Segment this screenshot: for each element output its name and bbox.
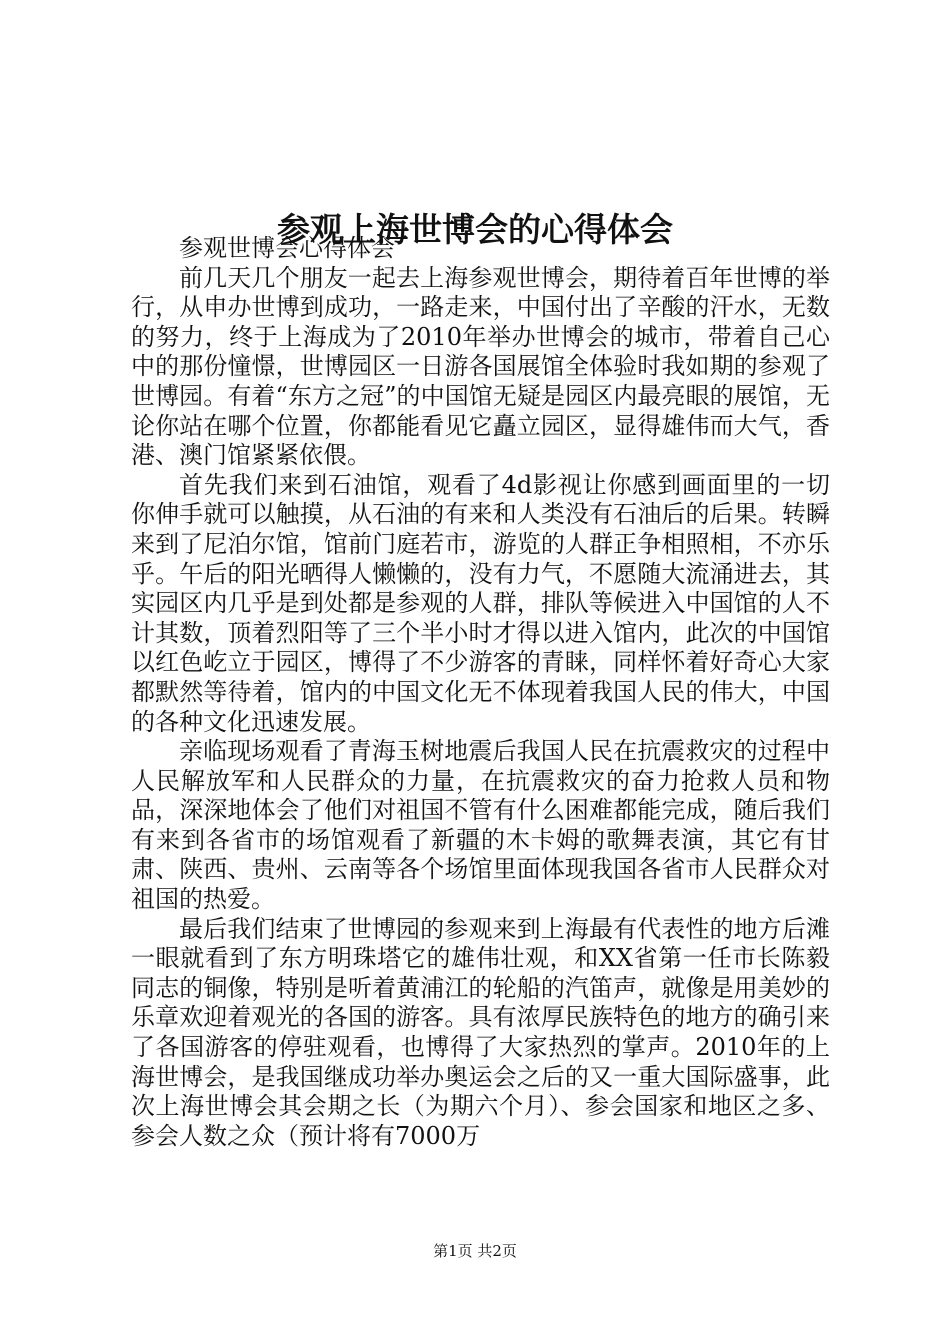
body-paragraph: 亲临现场观看了青海玉树地震后我国人民在抗震救灾的过程中人民解放军和人民群众的力量，在抗震救灾的奋力抢救人员和物品，深深地体会了他们对祖国不管有什么困难都能完成，随后我们有来到各省市的场馆观看了新疆的木卡姆的歌舞表演，其它有甘肃、陕西、贵州、云南等各个场馆里面体现我国各省市人民群众对祖国的热爱。	[131, 737, 830, 914]
page-number-footer: 第1页 共2页	[433, 1242, 517, 1260]
subtitle-paragraph: 参观世博会心得体会	[179, 234, 395, 262]
document-title: 参观上海世博会的心得体会	[277, 210, 673, 250]
body-paragraph: 最后我们结束了世博园的参观来到上海最有代表性的地方后滩一眼就看到了东方明珠塔它的雄伟壮观，和XX省第一任市长陈毅同志的铜像，特别是听着黄浦江的轮船的汽笛声，就像是用美妙的乐章欢迎着观光的各国的游客。具有浓厚民族特色的地方的确引来了各国游客的停驻观看，也博得了大家热烈的掌声。2010年的上海世博会，是我国继成功举办奥运会之后的又一重大国际盛事，此次上海世博会其会期之长（为期六个月）、参会国家和地区之多、参会人数之众（预计将有7000万	[131, 914, 830, 1150]
body-paragraph: 前几天几个朋友一起去上海参观世博会，期待着百年世博的举行，从申办世博到成功，一路走来，中国付出了辛酸的汗水，无数的努力，终于上海成为了2010年举办世博会的城市，带着自己心中的那份憧憬，世博园区一日游各国展馆全体验时我如期的参观了世博园。有着“东方之冠”的中国馆无疑是园区内最亮眼的展馆，无论你站在哪个位置，你都能看见它矗立园区，显得雄伟而大气，香港、澳门馆紧紧依偎。	[131, 263, 830, 470]
document-body	[131, 234, 830, 1151]
body-paragraph: 首先我们来到石油馆，观看了4d影视让你感到画面里的一切你伸手就可以触摸，从石油的有来和人类没有石油后的后果。转瞬来到了尼泊尔馆，馆前门庭若市，游览的人群正争相照相，不亦乐乎。午后的阳光晒得人懒懒的，没有力气，不愿随大流涌进去，其实园区内几乎是到处都是参观的人群，排队等候进入中国馆的人不计其数，顶着烈阳等了三个半小时才得以进入馆内，此次的中国馆以红色屹立于园区，博得了不少游客的青睐，同样怀着好奇心大家都默然等待着，馆内的中国文化无不体现着我国人民的伟大，中国的各种文化迅速发展。	[131, 470, 830, 736]
